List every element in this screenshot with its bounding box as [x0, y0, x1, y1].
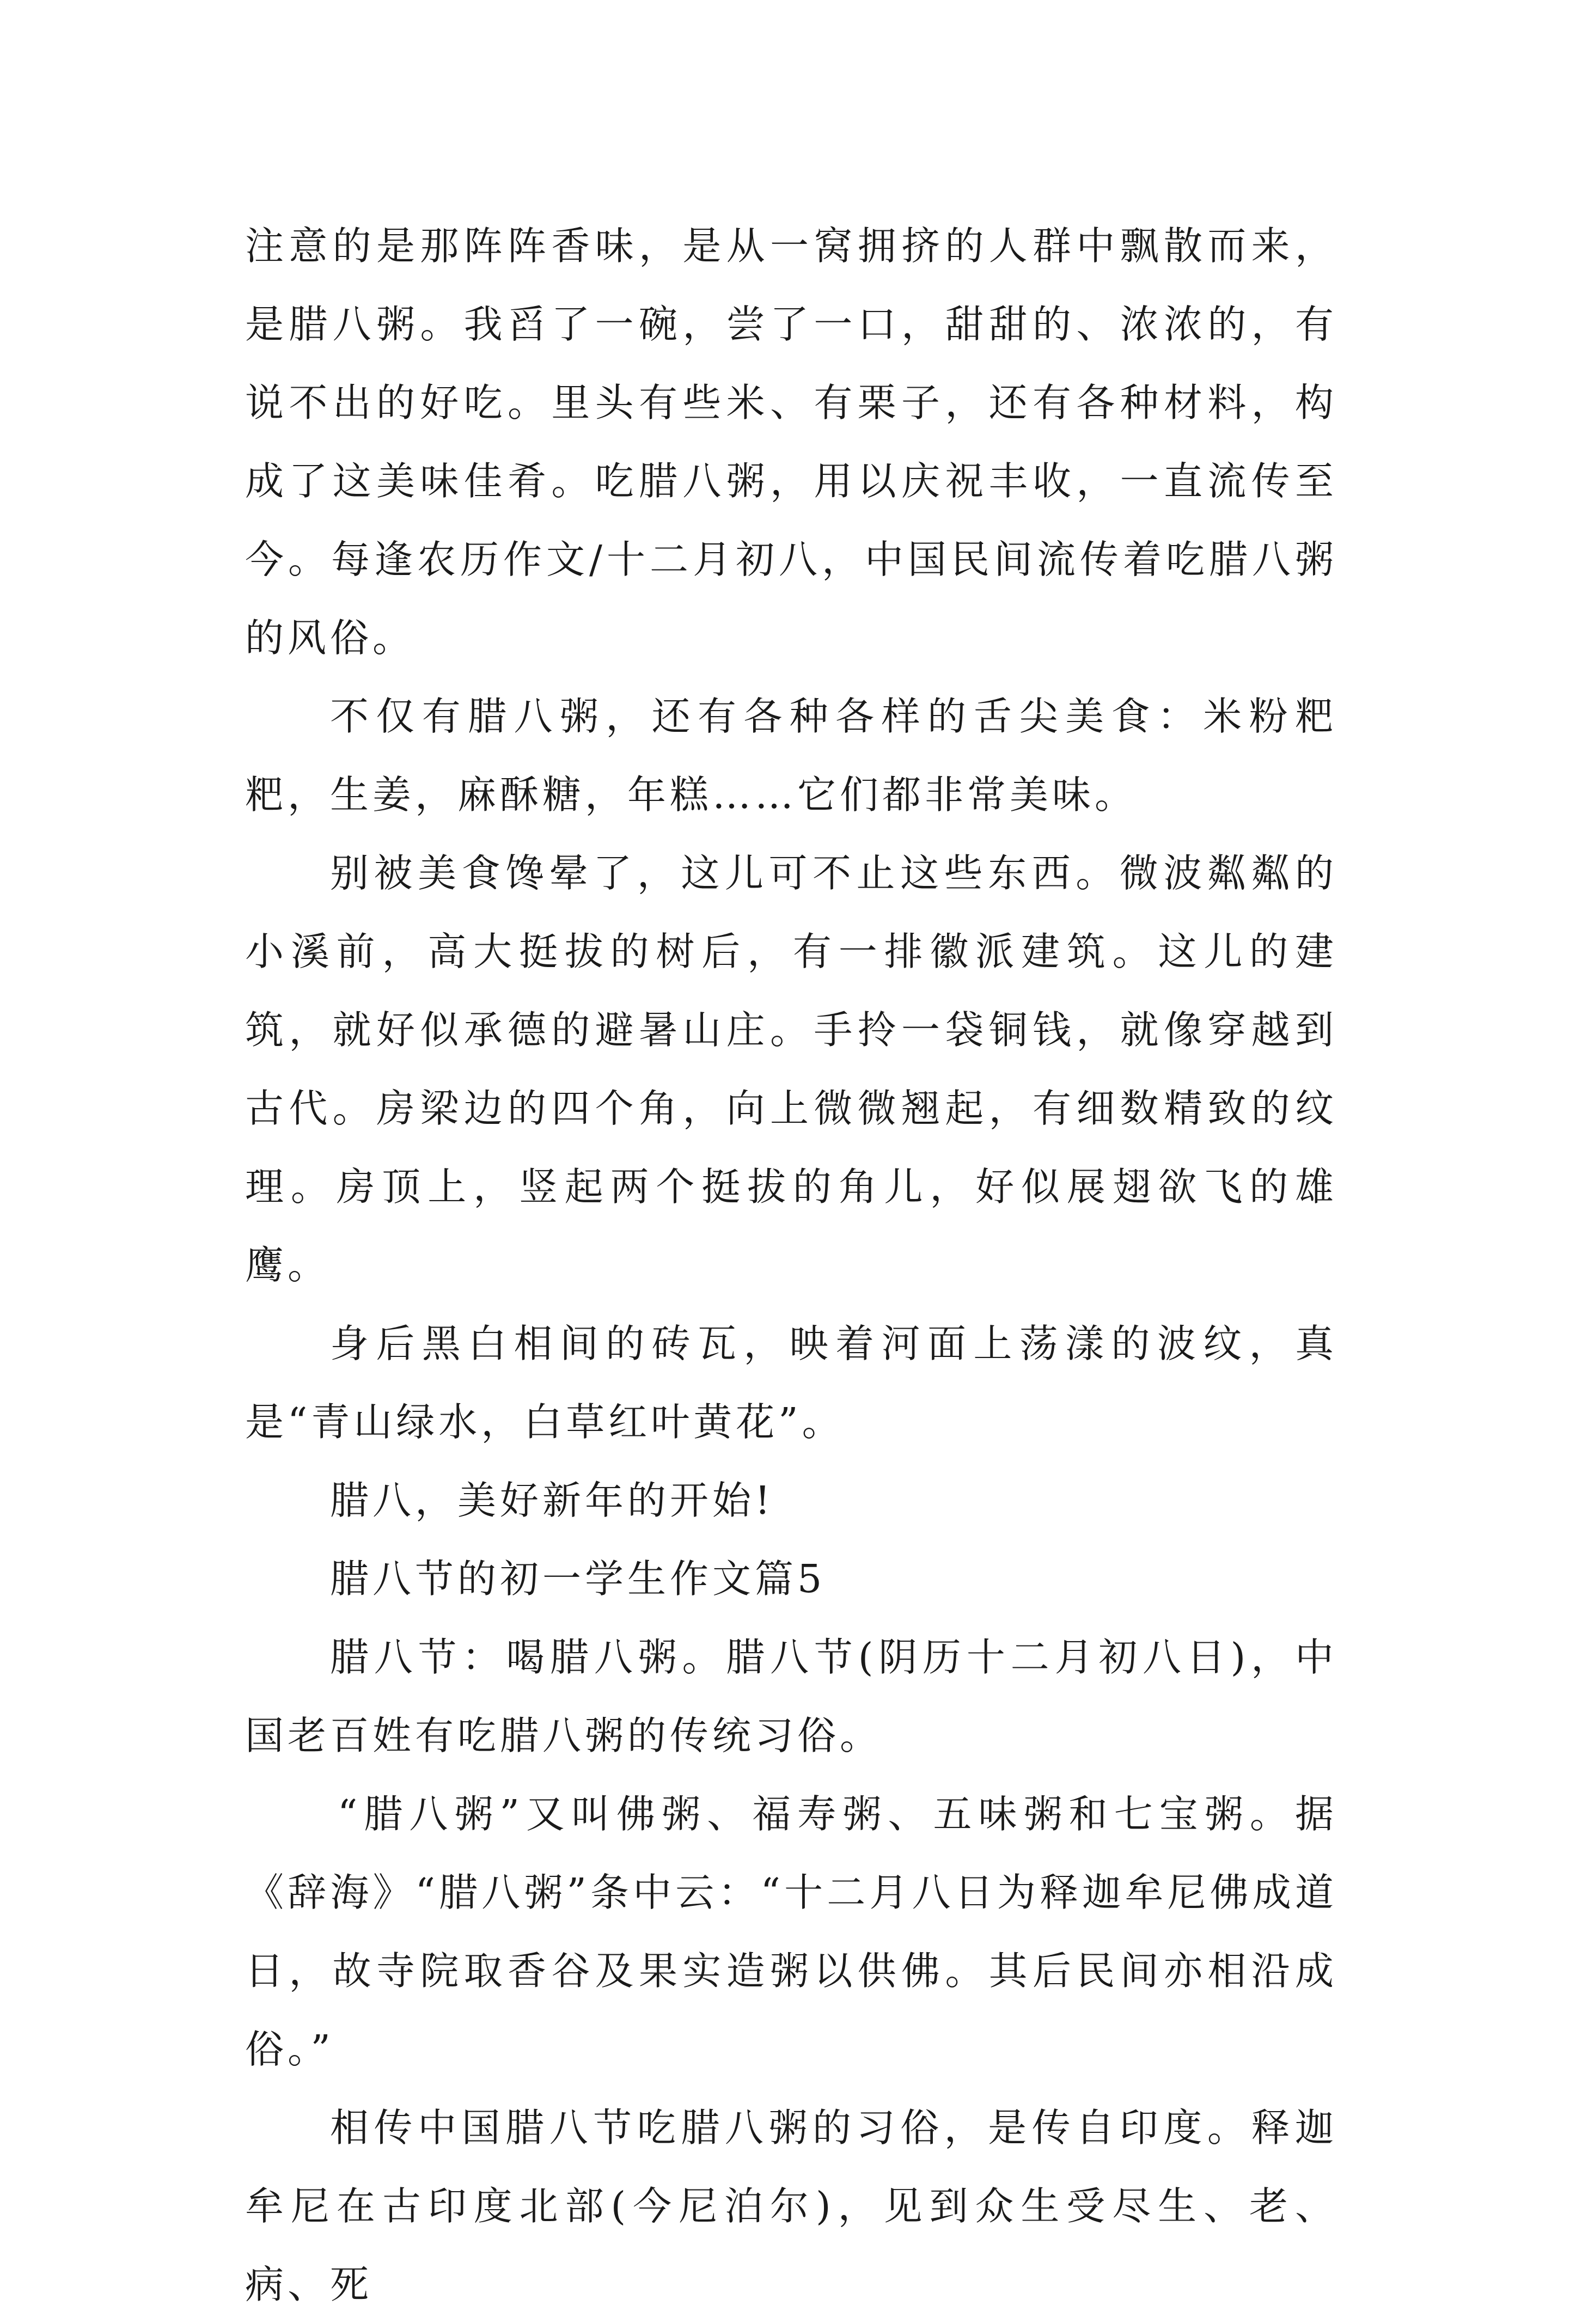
paragraph-8: “腊八粥”又叫佛粥、福寿粥、五味粥和七宝粥。据《辞海》“腊八粥”条中云：“十二月八日为释迦牟尼佛成道日，故寺院取香谷及果实造粥以供佛。其后民间亦相沿成俗。” [245, 1791, 1337, 2072]
section-heading: 腊八节的初一学生作文篇5 [330, 1556, 826, 1601]
paragraph-4: 身后黑白相间的砖瓦，映着河面上荡漾的波纹，真是“青山绿水，白草红叶黄花”。 [245, 1321, 1337, 1445]
paragraph-5: 腊八，美好新年的开始! [330, 1478, 774, 1523]
paragraph-1: 注意的是那阵阵香味，是从一窝拥挤的人群中飘散而来，是腊八粥。我舀了一碗，尝了一口，甜甜的、浓浓的，有说不出的好吃。里头有些米、有栗子，还有各种材料，构成了这美味佳肴。吃腊八粥，用以庆祝丰收，一直流传至今。每逢农历作文/十二月初八，中国民间流传着吃腊八粥的风俗。 [245, 223, 1337, 660]
paragraph-3: 别被美食馋晕了，这儿可不止这些东西。微波粼粼的小溪前，高大挺拔的树后，有一排徽派建筑。这儿的建筑，就好似承德的避暑山庄。手拎一袋铜钱，就像穿越到古代。房梁边的四个角，向上微微翘起，有细数精致的纹理。房顶上，竖起两个挺拔的角儿，好似展翅欲飞的雄鹰。 [245, 851, 1337, 1288]
document-page [245, 207, 1337, 2324]
paragraph-7: 腊八节：喝腊八粥。腊八节(阴历十二月初八日)，中国老百姓有吃腊八粥的传统习俗。 [245, 1635, 1337, 1758]
paragraph-9: 相传中国腊八节吃腊八粥的习俗，是传自印度。释迦牟尼在古印度北部(今尼泊尔)，见到众生受尽生、老、病、死 [245, 2105, 1337, 2307]
paragraph-2: 不仅有腊八粥，还有各种各样的舌尖美食：米粉粑粑，生姜，麻酥糖，年糕……它们都非常美味。 [245, 694, 1337, 817]
